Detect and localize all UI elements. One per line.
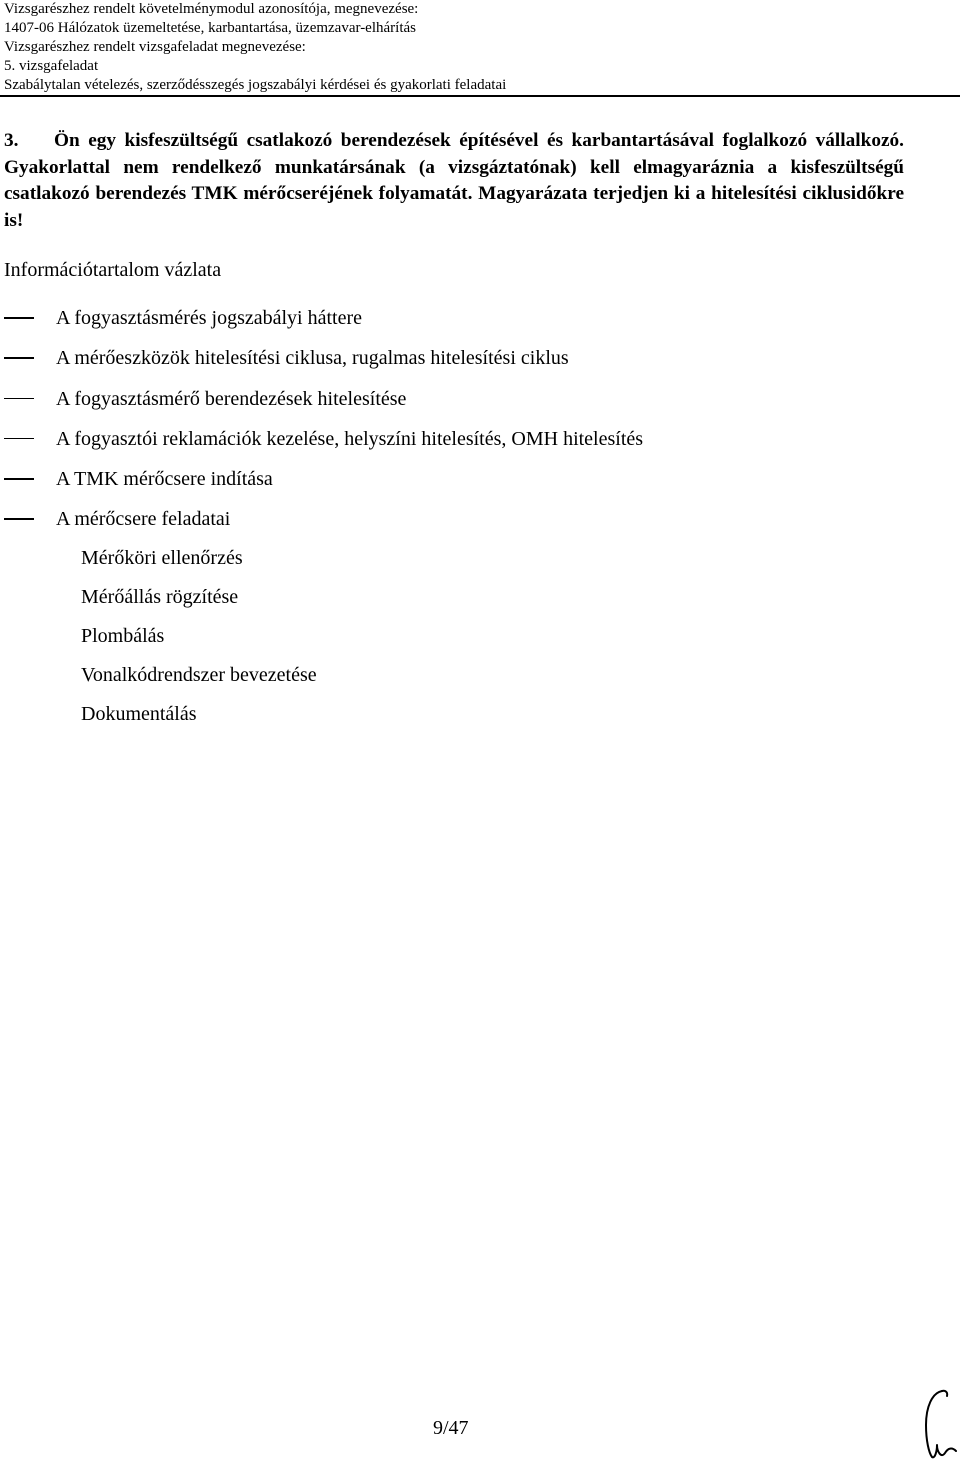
list-item	[4, 345, 944, 385]
list-item	[4, 466, 944, 506]
list-item	[4, 305, 944, 345]
bullet-text: A fogyasztásmérés jogszabályi háttere	[56, 307, 362, 329]
header-line-task-number: 5. vizsgafeladat	[4, 58, 99, 74]
dash-bullet-icon	[4, 317, 34, 319]
page-number: 9/47	[433, 1417, 469, 1439]
list-item	[4, 506, 944, 546]
list-item	[4, 426, 944, 466]
signature-icon	[918, 1385, 958, 1463]
list-item: Plombálás	[81, 625, 165, 647]
header-line-module-label: Vizsgarészhez rendelt követelménymodul azonosítója, megnevezése:	[4, 1, 419, 17]
header-line-task-name: Szabálytalan vételezés, szerződésszegés jogszabályi kérdései és gyakorlati feladatai	[4, 77, 507, 93]
document-header	[4, 0, 944, 95]
question-block	[4, 128, 904, 234]
dash-bullet-icon	[4, 478, 34, 480]
list-item: Mérőállás rögzítése	[81, 586, 239, 608]
outline-title: Információtartalom vázlata	[4, 259, 222, 281]
dash-bullet-icon	[4, 518, 34, 520]
header-line-module-name: 1407-06 Hálózatok üzemeltetése, karbantartása, üzemzavar-elhárítás	[4, 20, 416, 36]
list-item: Mérőköri ellenőrzés	[81, 547, 243, 569]
header-divider	[0, 95, 960, 97]
outline-subitem-list	[81, 545, 317, 740]
dash-bullet-icon	[4, 438, 34, 440]
list-item	[4, 386, 944, 426]
bullet-text: A mérőcsere feladatai	[56, 508, 231, 531]
question-number: 3.	[4, 130, 19, 151]
question-text: Ön egy kisfeszültségű csatlakozó berendezések építésével és karbantartásával foglalkozó vállalkozó. Gyakorlattal nem rendelkező munkatársának (a vizsgáztatónak) kell elmagyaráznia a kisfeszültségű csatlakozó berendezés TMK mérőcseréjének folyamatát. Magyarázata terjedjen ki a hitelesítési ciklusidőkre is!	[4, 130, 904, 231]
bullet-text: A mérőeszközök hitelesítési ciklusa, rugalmas hitelesítési ciklus	[56, 347, 569, 370]
list-item: Vonalkódrendszer bevezetése	[81, 664, 317, 686]
list-item: Dokumentálás	[81, 703, 197, 725]
header-line-task-label: Vizsgarészhez rendelt vizsgafeladat megnevezése:	[4, 39, 306, 55]
bullet-text: A fogyasztói reklamációk kezelése, helyszíni hitelesítés, OMH hitelesítés	[56, 427, 644, 450]
dash-bullet-icon	[4, 357, 34, 359]
bullet-text: A TMK mérőcsere indítása	[56, 468, 273, 491]
dash-bullet-icon	[4, 398, 34, 400]
bullet-text: A fogyasztásmérő berendezések hitelesítése	[56, 387, 407, 410]
outline-bullet-list	[4, 305, 944, 547]
